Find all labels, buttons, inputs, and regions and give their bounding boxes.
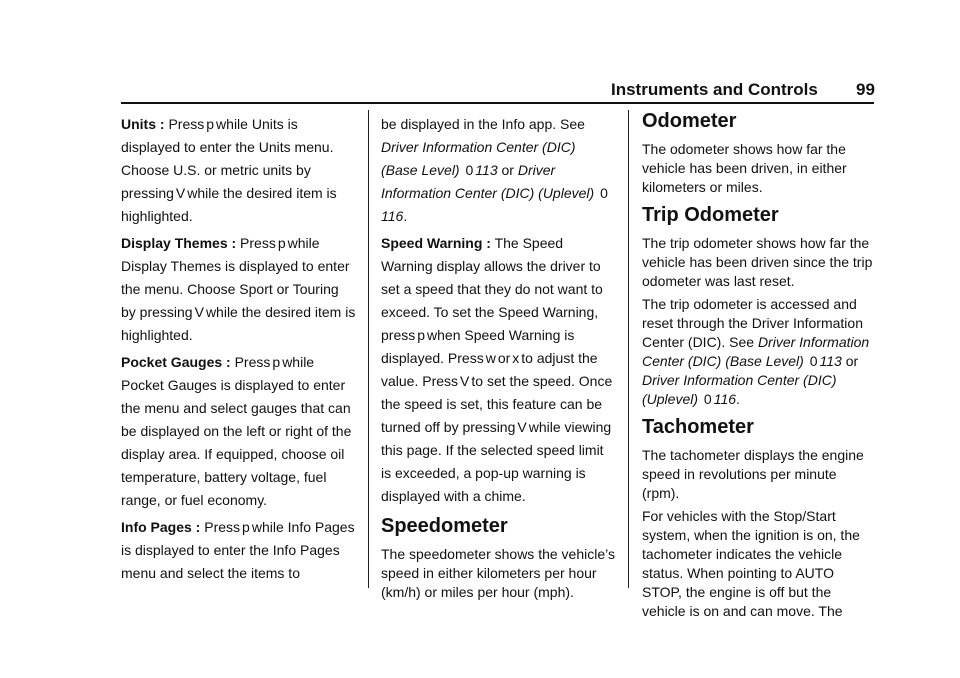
column-3 [642,110,874,625]
right-arrow-icon: p [242,519,250,535]
text: The Speed Warning display allows the driver to set a speed that they do not want to exceed. To set the Speed Warning, press [381,235,603,343]
header-rule [121,102,874,104]
page-reference[interactable]: 116 [713,391,737,407]
cross-reference-link[interactable]: Driver Information Center (DIC) (Uplevel) [642,372,837,407]
text: or [497,350,511,366]
cross-reference-link[interactable]: Driver Information Center (DIC) (Uplevel) [381,162,595,201]
page-reference[interactable]: 113 [475,162,498,178]
pocket-gauges-term: Pocket Gauges : [121,354,231,370]
column-1 [121,113,357,589]
up-arrow-icon: w [485,350,496,366]
text: to adjust the value. Press [381,350,598,389]
text: while Display Themes is displayed to enter the menu. Choose Sport or Touring by pressing [121,235,350,320]
tachometer-body-2: For vehicles with the Stop/Start system, when the ignition is on, the tachometer indicates the vehicle status. When pointing to AUTO STOP, the engine is off but the vehicle is on and can move. The [642,508,860,619]
text: be displayed in the Info app. See [381,116,585,132]
text: . [403,208,408,224]
checkmark-icon: V [175,185,186,201]
cross-reference-link[interactable]: Driver Information Center (DIC) (Base Level) [642,334,870,369]
text: to set the speed. Once the speed is set, this feature can be turned off by pressing [381,373,613,435]
speedometer-body: The speedometer shows the vehicle’s speed in either kilometers per hour (km/h) or miles per hour (mph). [381,546,615,600]
column-divider-1 [368,110,369,588]
checkmark-icon: V [517,419,527,435]
text: or [845,353,859,369]
info-pages-continued [381,113,615,228]
column-2 [381,113,615,606]
text: . [736,391,740,407]
info-pages-paragraph [121,516,357,585]
page-reference[interactable]: 116 [381,208,404,224]
display-themes-term: Display Themes : [121,235,237,251]
text: when Speed Warning is displayed. Press [381,327,575,366]
cross-reference-link[interactable]: Driver Information Center (DIC) (Base Level) [381,139,576,178]
checkmark-icon: V [460,373,470,389]
page-reference-icon: 0 [809,353,818,369]
text: while Units is displayed to enter the Units menu. Choose U.S. or metric units by pressing [121,116,334,201]
page-reference-icon: 0 [703,391,712,407]
text: Press [234,354,271,370]
speedometer-heading: Speedometer [381,515,508,537]
trip-odometer-body-2 [642,295,874,409]
right-arrow-icon: p [206,116,215,132]
units-paragraph [121,113,357,228]
right-arrow-icon: p [272,354,281,370]
pocket-gauges-paragraph [121,351,357,512]
down-arrow-icon: x [512,350,520,366]
text: Press [240,235,276,251]
text: Press [204,519,241,535]
info-pages-term: Info Pages : [121,519,201,535]
speed-warning-term: Speed Warning : [381,235,491,251]
text: Press [168,116,205,132]
speed-warning-paragraph [381,232,615,508]
tachometer-body-1: The tachometer displays the engine speed in revolutions per minute (rpm). [642,447,864,501]
text: while the desired item is highlighted. [121,304,356,343]
text: or [501,162,514,178]
page-header-title: Instruments and Controls [611,80,818,99]
text: while Pocket Gauges is displayed to enter the menu and select gauges that can be displayed on the left or right of the display area. If equipped, choose oil temperature, battery voltage, fuel range, or fuel economy. [121,354,352,508]
text: while viewing this page. If the selected speed limit is exceeded, a pop-up warning is displayed with a chime. [381,419,612,504]
text: The trip odometer is accessed and reset through the Driver Information Center (DIC). See [642,296,863,350]
page-reference-icon: 0 [465,162,474,178]
text: while Info Pages is displayed to enter the Info Pages menu and select the items to [121,519,355,581]
odometer-body: The odometer shows how far the vehicle has been driven, in either kilometers or miles. [642,141,847,195]
page-reference[interactable]: 113 [819,353,842,369]
page-number: 99 [856,80,875,99]
odometer-heading: Odometer [642,110,737,132]
right-arrow-icon: p [417,327,426,343]
page-reference-icon: 0 [600,185,608,201]
units-term: Units : [121,116,165,132]
column-divider-2 [628,110,629,588]
right-arrow-icon: p [277,235,286,251]
trip-odometer-heading: Trip Odometer [642,204,779,226]
trip-odometer-body-1: The trip odometer shows how far the vehicle has been driven since the trip odometer was last reset. [642,235,873,289]
tachometer-heading: Tachometer [642,416,754,438]
checkmark-icon: V [194,304,204,320]
text: while the desired item is highlighted. [121,185,337,224]
display-themes-paragraph [121,232,357,347]
